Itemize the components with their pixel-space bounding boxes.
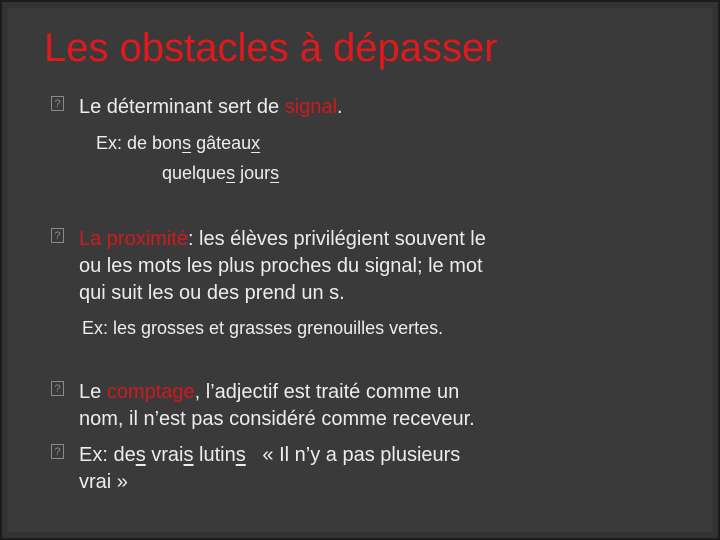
example-line bbox=[96, 131, 279, 155]
example-line bbox=[96, 161, 279, 185]
bullet-text: vrai bbox=[145, 444, 184, 466]
bullet-determinant bbox=[79, 94, 343, 121]
bullet-text: lutin bbox=[193, 444, 236, 466]
bullet-text: Le bbox=[79, 381, 107, 403]
square-bullet-icon bbox=[51, 96, 64, 111]
bullet-line: qui suit les ou des prend un s. bbox=[79, 282, 345, 304]
example-text: quelque bbox=[162, 163, 227, 183]
bullet-text: Ex: de bbox=[79, 444, 136, 466]
bullet-vrais-lutins bbox=[79, 442, 460, 496]
underlined-letter: s bbox=[226, 163, 236, 183]
highlight-proximite: La proximité bbox=[79, 228, 188, 250]
example-bons-gateaux bbox=[96, 131, 279, 185]
bullet-comptage bbox=[79, 379, 475, 433]
bullet-line: vrai » bbox=[79, 471, 128, 493]
underlined-letter: s bbox=[135, 444, 146, 466]
bullet-text: Le déterminant sert de bbox=[79, 96, 285, 118]
slide-title: Les obstacles à dépasser bbox=[44, 26, 498, 70]
highlight-comptage: comptage bbox=[106, 381, 195, 403]
example-grenouilles: Ex: les grosses et grasses grenouilles vertes. bbox=[82, 318, 444, 338]
bullet-text: , l’adjectif est traité comme un bbox=[194, 381, 460, 403]
bullet-line bbox=[79, 442, 460, 469]
example-text: jour bbox=[235, 163, 271, 183]
bullet-text: « Il n’y a pas plusieurs bbox=[245, 444, 461, 466]
underlined-letter: s bbox=[235, 444, 246, 466]
example-text: Ex: de bon bbox=[96, 133, 183, 153]
bullet-line bbox=[79, 226, 699, 253]
bullet-text: : les élèves privilégient souvent le bbox=[187, 228, 486, 250]
bullet-line bbox=[79, 379, 475, 406]
square-bullet-icon bbox=[51, 228, 64, 243]
bullet-line: nom, il n’est pas considéré comme receveur. bbox=[79, 408, 475, 430]
bullet-text-end: . bbox=[336, 96, 343, 118]
underlined-letter: s bbox=[182, 133, 192, 153]
square-bullet-icon bbox=[51, 381, 64, 396]
example-text: gâteau bbox=[191, 133, 252, 153]
square-bullet-icon bbox=[51, 444, 64, 459]
bullet-line: ou les mots les plus proches du signal; le mot bbox=[79, 255, 483, 277]
bullet-proximite bbox=[79, 226, 699, 307]
underlined-letter: s bbox=[270, 163, 280, 183]
underlined-letter: s bbox=[183, 444, 194, 466]
highlight-signal: signal bbox=[284, 96, 337, 118]
underlined-letter: x bbox=[251, 133, 261, 153]
